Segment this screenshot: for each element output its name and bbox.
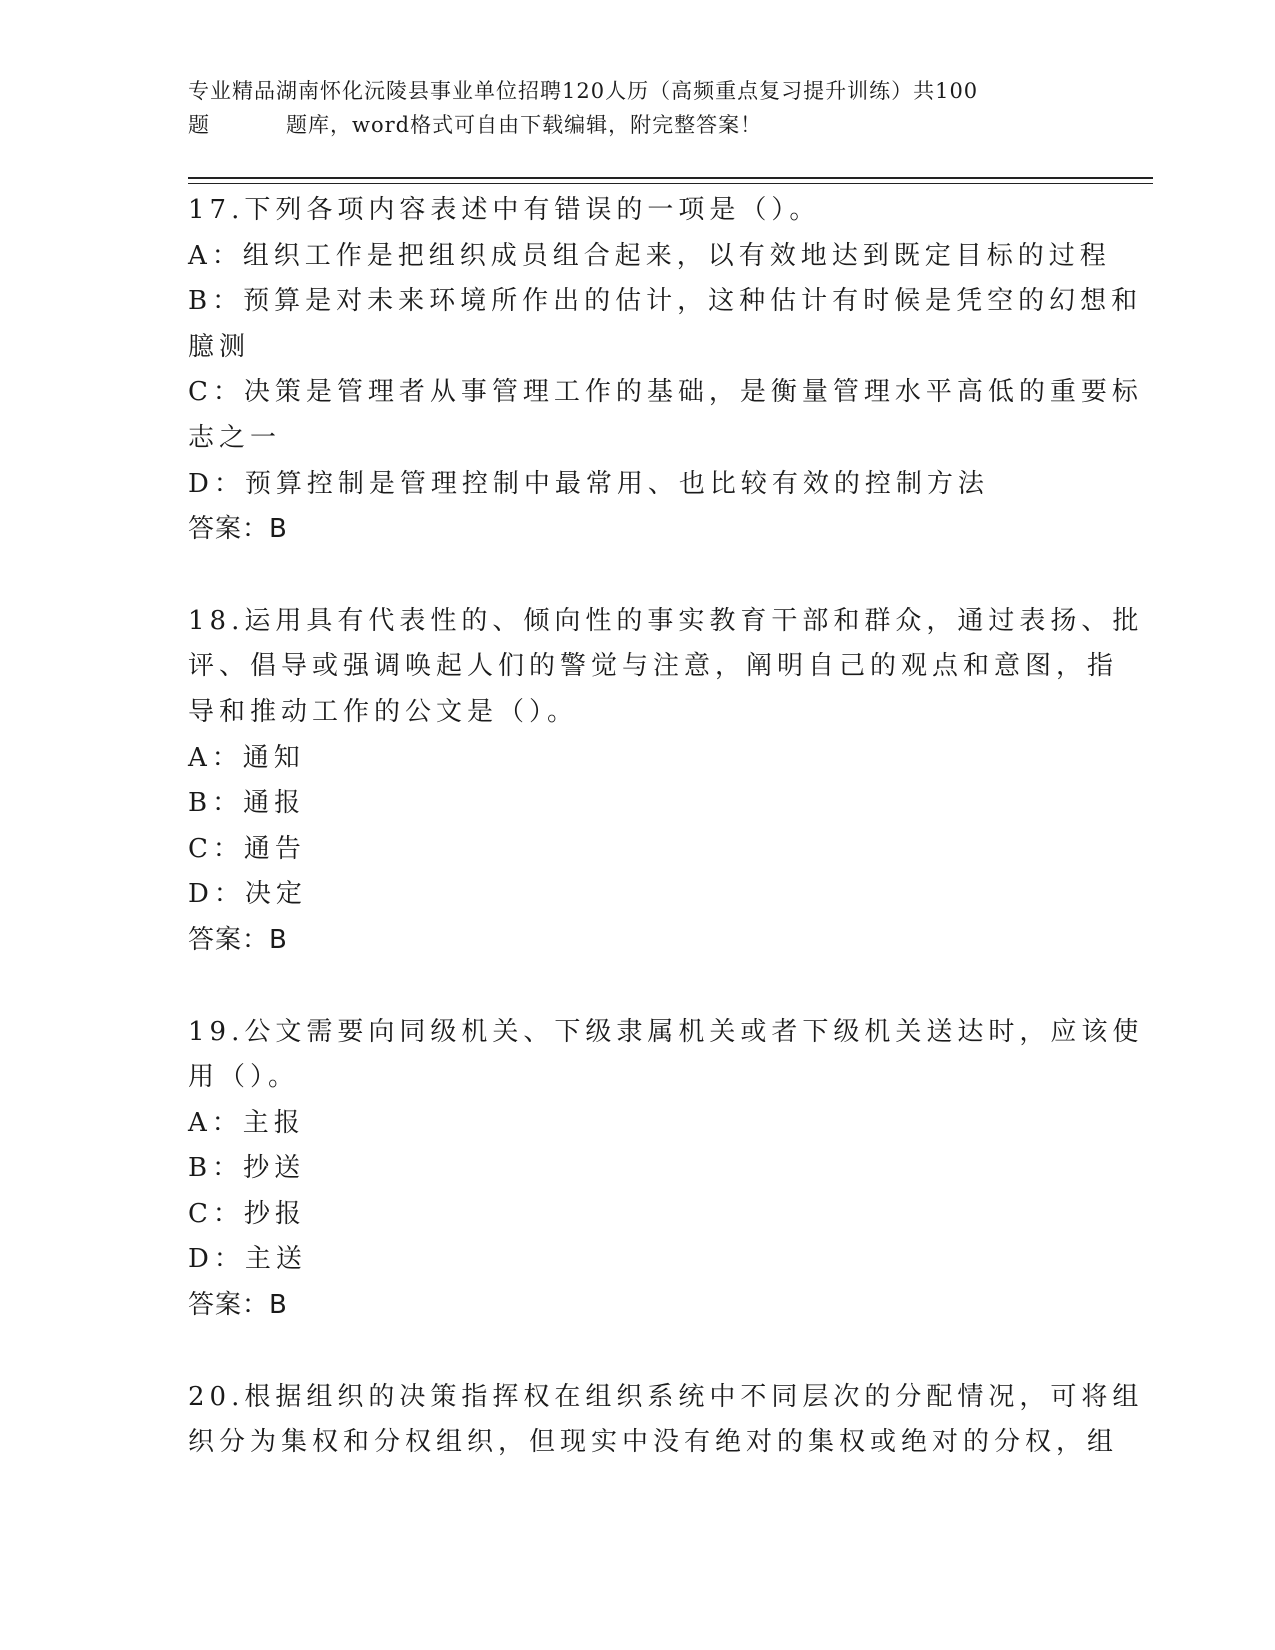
question-line: A：组织工作是把组织成员组合起来，以有效地达到既定目标的过程: [188, 240, 1111, 271]
header-title-line-2: [188, 108, 1088, 142]
question-text: 18.运用具有代表性的、倾向性的事实教育干部和群众，通过表扬、批: [188, 605, 1144, 636]
header-title-fragment: 题: [188, 113, 210, 137]
question-line: 志之一: [188, 422, 282, 453]
answer-text: 答案：B: [188, 924, 288, 955]
question-text: 20.根据组织的决策指挥权在组织系统中不同层次的分配情况，可将组: [188, 1381, 1144, 1412]
header-title-fragment: 题库，word格式可自由下载编辑，附完整答案！: [286, 113, 763, 137]
question-line: B：通报: [188, 788, 306, 819]
header-divider: [188, 177, 1153, 179]
question-line: C：抄报: [188, 1198, 306, 1229]
question-block: [188, 599, 1144, 964]
page-header: [188, 74, 1088, 142]
question-line: B：预算是对未来环境所作出的估计，这种估计有时候是凭空的幻想和: [188, 286, 1143, 317]
answer-text: 答案：B: [188, 514, 288, 545]
question-text: 19.公文需要向同级机关、下级隶属机关或者下级机关送达时，应该使: [188, 1016, 1144, 1047]
question-block: [188, 1010, 1144, 1329]
question-list: [188, 188, 1144, 1512]
question-line: D：预算控制是管理控制中最常用、也比较有效的控制方法: [188, 468, 989, 499]
question-block: [188, 188, 1143, 553]
question-line: A：通知: [188, 742, 305, 773]
question-line: 用（）。: [188, 1062, 300, 1093]
question-line: 臆测: [188, 331, 251, 362]
header-title-line-1: 专业精品湖南怀化沅陵县事业单位招聘120人历（高频重点复习提升训练）共100: [188, 79, 979, 103]
question-line: 织分为集权和分权组织，但现实中没有绝对的集权或绝对的分权，组: [188, 1427, 1119, 1458]
header-divider: [188, 183, 1153, 184]
question-line: D：决定: [188, 879, 307, 910]
question-line: C：决策是管理者从事管理工作的基础，是衡量管理水平高低的重要标: [188, 377, 1143, 408]
answer-text: 答案：B: [188, 1290, 288, 1321]
question-line: C：通告: [188, 833, 306, 864]
question-line: 导和推动工作的公文是（）。: [188, 696, 579, 727]
question-line: A：主报: [188, 1107, 305, 1138]
question-line: 评、倡导或强调唤起人们的警觉与注意，阐明自己的观点和意图，指: [188, 651, 1119, 682]
question-block: [188, 1375, 1144, 1466]
question-text: 17.下列各项内容表述中有错误的一项是（）。: [188, 195, 821, 225]
question-line: B：抄送: [188, 1153, 306, 1184]
question-line: D：主送: [188, 1244, 307, 1275]
